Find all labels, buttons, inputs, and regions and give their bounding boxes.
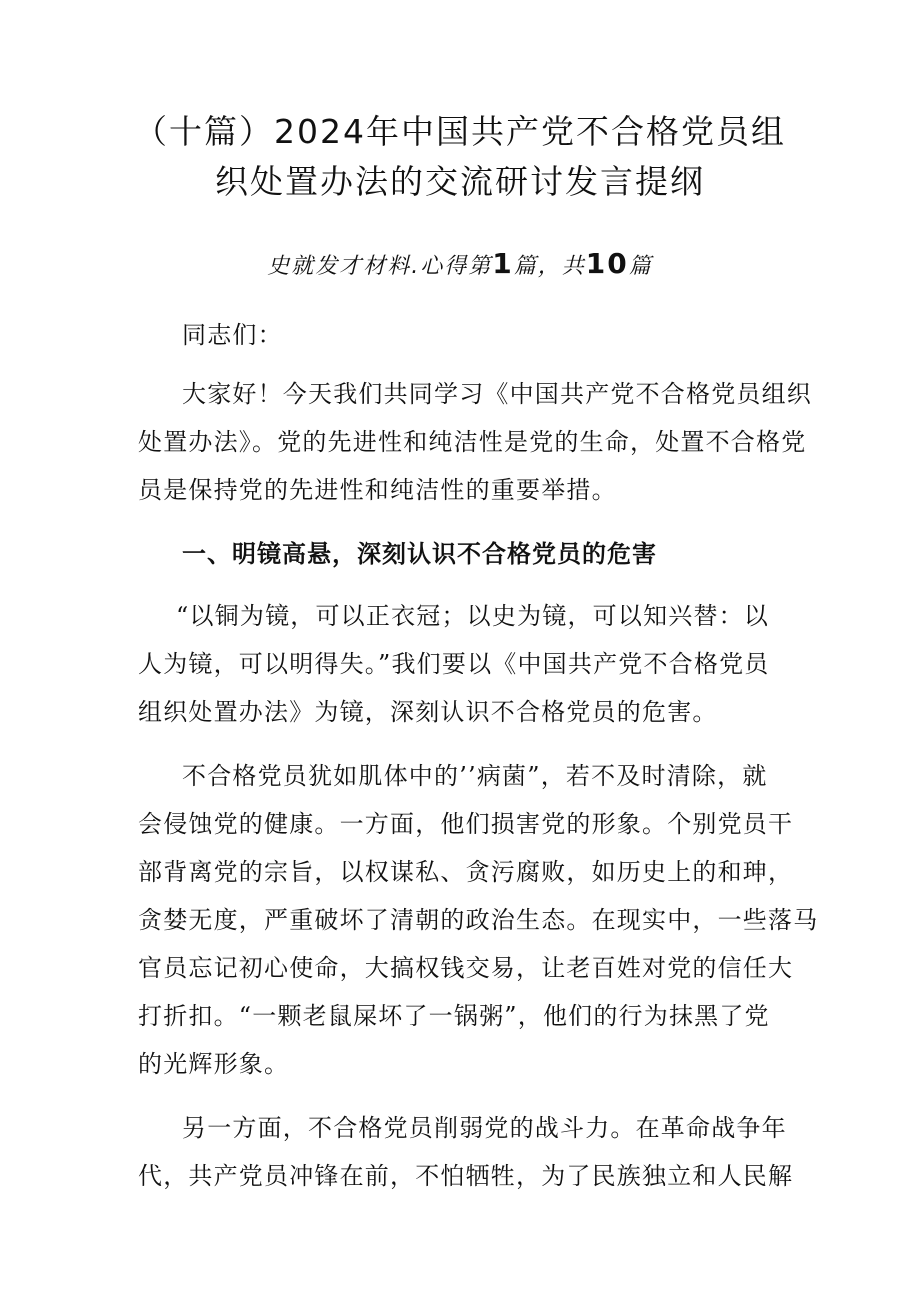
paragraph-line: 人为镜，可以明得失。”我们要以《中国共产党不合格党员 [138,650,770,678]
paragraph-line: 打折扣。“一颗老鼠屎坏了一锅粥”，他们的行为抹黑了党 [138,1002,770,1030]
document-title-line-2: 织处置办法的交流研讨发言提纲 [215,162,705,201]
paragraph-line: 组织处置办法》为镜，深刻认识不合格党员的危害。 [138,698,718,726]
paragraph-line: 不合格党员犹如肌体中的’’病菌”，若不及时清除，就 [182,762,768,790]
paragraph-line: 员是保持党的先进性和纯洁性的重要举措。 [138,476,617,504]
paragraph-line: 大家好！今天我们共同学习《中国共产党不合格党员组织 [182,380,812,408]
paragraph-line: “以铜为镜，可以正衣冠；以史为镜，可以知兴替：以 [176,602,770,630]
subtitle-current-number: 1 [492,247,514,280]
paragraph-line: 处置办法》。党的先进性和纯洁性是党的生命，处置不合格党 [138,428,807,456]
document-subtitle [100,244,820,287]
subtitle-total-number: 10 [585,247,629,280]
paragraph-line: 代，共产党员冲锋在前，不怕牺牲，为了民族独立和人民解 [138,1162,794,1190]
paragraph-line: 贪婪无度，严重破坏了清朝的政治生态。在现实中，一些落马 [138,906,819,934]
subtitle-suffix: 篇 [628,254,653,279]
paragraph-line: 部背离党的宗旨，以权谋私、贪污腐败，如历史上的和珅， [138,858,794,886]
subtitle-middle: 篇，共 [513,254,586,279]
paragraph-line: 会侵蚀党的健康。一方面，他们损害党的形象。个别党员干 [138,810,794,838]
paragraph-line: 另一方面，不合格党员削弱党的战斗力。在革命战争年 [182,1114,787,1142]
subtitle-prefix: 史就发才材料.心得第 [267,254,493,279]
salutation: 同志们： [182,321,283,349]
paragraph-line: 的光辉形象。 [138,1050,290,1078]
section-heading: 一、明镜高悬，深刻认识不合格党员的危害 [182,540,657,568]
document-title-line-1: （十篇）2024年中国共产党不合格党员组 [134,112,786,151]
paragraph-line: 官员忘记初心使命，大搞权钱交易，让老百姓对党的信任大 [138,954,794,982]
